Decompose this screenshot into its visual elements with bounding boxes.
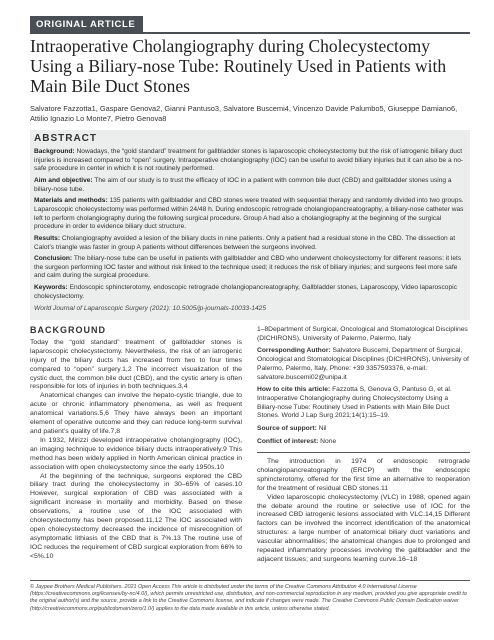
background-text: Nowadays, the “gold standard” treatment for gallbladder stones is laparoscopic cholecystectomy but the risk of iatrogenic biliary duct injuries is increased compared to “open” surgery. Intraoperative cholangiography (IOC) can be useful to avoid biliary injuries but it can also be a no-safe procedure in center in which it is not routinely performed. xyxy=(34,148,464,173)
abstract-heading: ABSTRACT xyxy=(34,133,97,144)
abstract-methods xyxy=(34,197,466,231)
journal-citation: World Journal of Laparoscopic Surgery (2021): 10.5005/jp-journals-10033-1425 xyxy=(34,304,267,312)
affiliation-divider xyxy=(257,452,470,453)
left-column xyxy=(30,326,242,562)
header-rule xyxy=(30,32,470,34)
corresponding-author xyxy=(257,347,470,382)
conflict-label: Conflict of interest: xyxy=(257,437,319,445)
how-to-cite xyxy=(257,386,470,421)
conflict-text: None xyxy=(320,437,337,445)
abstract-keywords xyxy=(34,284,466,301)
corresponding-text: Salvatore Buscemi, Department of Surgical, Oncological and Stomatological Disciplines (DICHIRONS), University of Palermo, Palermo, Italy, Phone: +39 3357593376, e-mail: salvatore.buscemi02@unipa.it xyxy=(257,347,469,381)
abstract-aim xyxy=(34,177,466,194)
right-body xyxy=(257,458,470,565)
methods-label: Materials and methods: xyxy=(34,197,108,205)
support-text: Nil xyxy=(318,425,327,433)
background-paragraph-3: In 1932, Mirizzi developed intraoperative cholangiography (IOC), an imaging technique to evidence biliary ducts intraoperatively.9 This method has been widely applied in North American clinical practice in association with open cholecystectomy since the early 1950s.10 xyxy=(30,436,242,471)
affiliation-block xyxy=(257,326,470,450)
support-label: Source of support: xyxy=(257,425,317,433)
abstract-results xyxy=(34,235,466,252)
right-paragraph-2: Video laparoscopic cholecystectomy (VLC) in 1988, opened again the debate around the routine or selective use of IOC for the increased CBD iatrogenic lesions associated with VLC.14,15 Different factors can be involved the incorrect identification of the anatomical structures: a large number of anatomical biliary duct variations and vascular abnormalities; the anatomical changes due to prolonged and repeated inflammatory processes involving the gallbladder and the adjacent tissues; and surgeons learning curve.16–18 xyxy=(257,493,470,563)
abstract-conclusion xyxy=(34,255,466,281)
license-footer: © Jaypee Brothers Medical Publishers. 2021 Open Access This article is distributed under the terms of the Creative Commons Attribution 4.0 International License (https://creativecommons.org/licenses/by-nc/4.0/), which permits unrestricted use, distribution, and non-commercial reproduction in any medium, provided you give appropriate credit to the original author(s) and the source, provide a link to the Creative Commons license, and indicate if changes were made. The Creative Commons Public Domain Dedication waiver (http://creativecommons.org/publicdomain/zero/1.0/) applies to the data made available in this article, unless otherwise stated. xyxy=(30,584,467,612)
source-of-support xyxy=(257,425,470,434)
background-paragraph-2: Anatomical changes can involve the hepato-cystic triangle, due to acute or chronic inflammatory phenomena, as well as frequent anatomical variations.5,6 They have always been an important element of operative outcome and they can reduce long-term survival and patient’s quality of life.7,8 xyxy=(30,392,242,435)
footer-rule xyxy=(30,580,470,581)
conflict-of-interest xyxy=(257,438,470,447)
cite-text: Fazzotta S, Genova G, Pantuso G, et al. Intraoperative Cholangiography during Cholecystectomy Using a Biliary-nose Tube: Routinely Used in Patients with Main Bile Duct Stones. World J Lap Surg 2021;14(1):15–19. xyxy=(257,386,452,420)
author-list: Salvatore Fazzotta1, Gaspare Genova2, Gianni Pantuso3, Salvatore Buscemi4, Vincenzo Davide Palumbo5, Giuseppe Damiano6, Attilio Ignazio Lo Monte7, Pietro Genova8 xyxy=(30,104,458,123)
keywords-text: Endoscopic sphincterotomy, endoscopic retrograde cholangiopancreatography, Gallbladder stones, Laparoscopy, Video laparoscopic cholecystectomy. xyxy=(34,284,457,300)
article-header xyxy=(30,14,470,32)
keywords-label: Keywords: xyxy=(34,284,68,292)
methods-text: 135 patients with gallbladder and CBD stones were treated with sequential therapy and randomly divided into two groups. Laparoscopic cholecystectomy was performed within 24/48 h. During endoscopic retrograde cholangiopancreatography, a biliary-nose catheter was left to perform cholangiography during the following surgical procedure. Group A had also a cholangiography at the beginning of the surgical procedure in order to evidence biliary duct structure. xyxy=(34,197,464,231)
affiliation-text: 1–8Department of Surgical, Oncological and Stomatological Disciplines (DICHIRONS), University of Palermo, Palermo, Italy xyxy=(257,326,468,342)
results-label: Results: xyxy=(34,234,61,242)
background-paragraph-4: At the beginning of the technique, surgeons explored the CBD biliary tract during the cholecystectomy in 30–65% of cases.10 However, surgical exploration of CBD was associated with a significant increase in mortality and morbidity. Based on these observations, a routine use of the IOC associated with cholecystectomy has been proposed.11,12 The IOC associated with open cholecystectomy decreased the incidence of misrecognition of asymptomatic lithiasis of the CBD that is 7%.13 The routine use of IOC reduces the requirement of CBD surgical exploration from 66% to <5%.10 xyxy=(30,472,242,560)
aim-label: Aim and objective: xyxy=(34,176,93,184)
right-paragraph-1: The introduction in 1974 of endoscopic retrograde cholangiopancreatography (ERCP) with the endoscopic sphincterotomy, offered for the first time an alternative to reoperation for the treatment of residual CBD stones.11 xyxy=(257,458,470,492)
results-text: Cholangiography avoided a lesion of the biliary ducts in nine patients. Only a patient had a residual stone in the CBD. The dissection at Calot’s triangle was faster in group A patients without differences between the surgeons involved. xyxy=(34,234,456,251)
abstract-citation xyxy=(34,305,466,314)
aim-text: The aim of our study is to trust the efficacy of IOC in a patient with common bile duct (CBD) and gallbladder stones using a biliary-nose tube. xyxy=(34,176,452,193)
article-type-badge: ORIGINAL ARTICLE xyxy=(30,16,143,32)
background-heading: BACKGROUND xyxy=(30,325,106,335)
background-paragraph-1: Today the “gold standard” treatment of gallbladder stones is laparoscopic cholecystectomy. Nevertheless, the risk of an iatrogenic injury of the biliary ducts has increased from two to four times compared to “open” surgery.1,2 The incorrect visualization of the cystic duct, the common bile duct (CBD), and the cystic artery is often responsible for lots of injuries in both techniques.3,4 xyxy=(30,338,242,391)
background-label: Background: xyxy=(34,148,75,155)
article-title: Intraoperative Cholangiography during Cholecystectomy Using a Biliary-nose Tube: Routinely Used in Patients with Main Bile Duct Stones xyxy=(30,36,447,96)
abstract-background xyxy=(34,148,466,174)
corresponding-label: Corresponding Author: xyxy=(257,347,331,355)
cite-label: How to cite this article: xyxy=(257,386,331,394)
conclusion-text: The biliary-nose tube can be useful in patients with gallbladder and CBD who underwent cholecystectomy for different reasons: it lets the surgeon performing IOC faster and without risk linked to the technique used; it reduces the risk of biliary injuries; and surgeons feel more safe and calm during the surgical procedure. xyxy=(34,255,462,280)
conclusion-label: Conclusion: xyxy=(34,255,73,263)
abstract-body xyxy=(34,148,466,316)
